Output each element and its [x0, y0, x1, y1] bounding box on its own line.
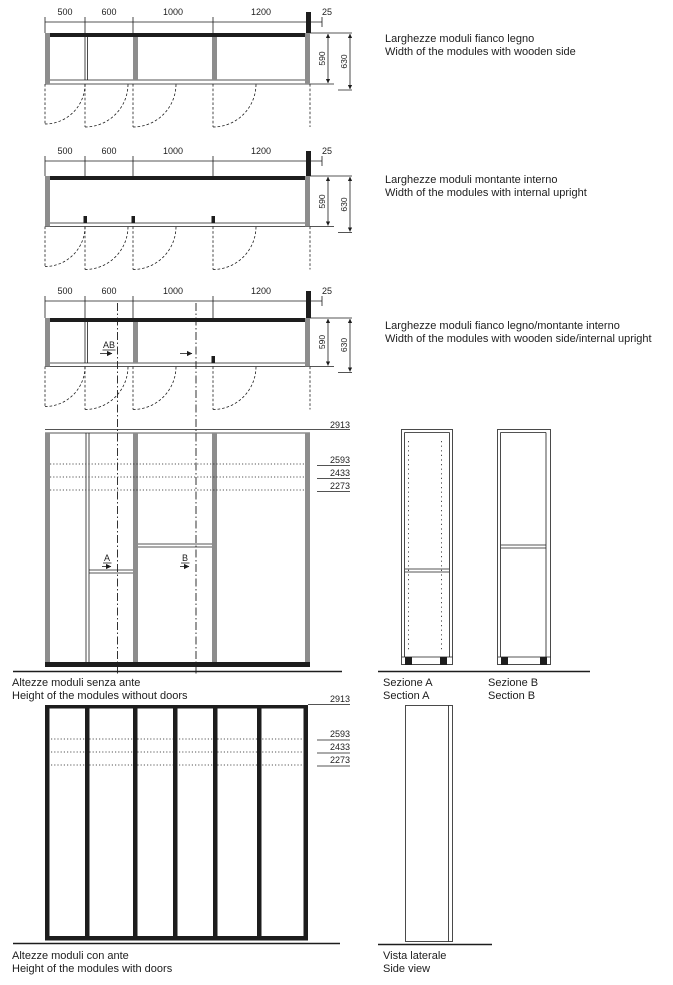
- dim-1200: 1200: [250, 286, 272, 296]
- door-stile-6: [257, 705, 262, 940]
- dim-1000: 1000: [162, 7, 184, 17]
- front-edge: [45, 80, 310, 84]
- elevation1-title-it: Altezze moduli senza ante: [12, 677, 141, 689]
- door-stile-2: [85, 705, 90, 940]
- dim-25: 25: [321, 286, 333, 296]
- height-2593: 2593: [330, 455, 351, 465]
- height-2913: 2913: [330, 420, 351, 430]
- marker-a: A: [104, 553, 111, 563]
- doors-bottom-rail: [45, 936, 308, 941]
- foot-right: [440, 657, 447, 665]
- left-side-panel: [45, 33, 50, 84]
- door-swing-arcs: [45, 227, 256, 270]
- base-plinth: [45, 662, 310, 667]
- plan2-title-it: Larghezze moduli montante interno: [385, 174, 558, 186]
- cabinet-plan: [45, 318, 310, 367]
- side-view: [378, 706, 492, 976]
- extension-lines: [45, 27, 213, 33]
- wooden-divider-1: [133, 322, 138, 363]
- dim-1200: 1200: [250, 7, 272, 17]
- inner-edges: [402, 433, 453, 658]
- dim-500: 500: [57, 146, 73, 156]
- internal-upright: [212, 356, 216, 363]
- right-side-panel: [305, 318, 310, 367]
- cabinet-outline: [498, 430, 551, 665]
- elevation-with-doors: [12, 694, 350, 975]
- plan-wooden-side: [45, 7, 576, 127]
- shelf-section-markers: [102, 553, 190, 567]
- dim-590: 590: [317, 194, 327, 209]
- width-dimension-row: [45, 286, 332, 318]
- section-marker-ab: AB: [103, 340, 116, 350]
- section-a-title-en: Section A: [383, 690, 430, 702]
- height-2273: 2273: [330, 481, 351, 491]
- height-2593: 2593: [330, 729, 351, 739]
- back-panel: [45, 318, 310, 322]
- shelf: [405, 569, 449, 572]
- height-2273: 2273: [330, 755, 351, 765]
- left-side-panel: [45, 318, 50, 367]
- side-panel-thickness-bar: [306, 151, 311, 176]
- dim-500: 500: [57, 286, 73, 296]
- door-stile-1: [45, 705, 50, 940]
- wooden-divider-1: [133, 37, 138, 80]
- wooden-divider-2: [212, 37, 217, 80]
- foot-left: [405, 657, 412, 665]
- upright-2: [212, 433, 217, 662]
- top-line: [45, 430, 350, 434]
- elevation2-title-it: Altezze moduli con ante: [12, 950, 129, 962]
- door-swing-arcs: [45, 367, 256, 410]
- right-side-panel: [305, 176, 310, 227]
- door-stile-7: [304, 705, 309, 940]
- section-b-view: [488, 430, 551, 703]
- shelf: [501, 545, 546, 548]
- foot-right: [540, 657, 547, 665]
- dim-600: 600: [101, 146, 117, 156]
- height-reference-dotted-lines: [50, 464, 305, 490]
- plan3-title-en: Width of the modules with wooden side/internal upright: [385, 333, 652, 345]
- extension-lines: [45, 166, 213, 176]
- dim-25: 25: [321, 7, 333, 17]
- elevation-without-doors: [12, 420, 350, 702]
- cabinet-plan: [45, 33, 310, 84]
- wooden-divider-thin: [85, 37, 88, 80]
- door-swings: [45, 367, 310, 410]
- plan3-title-it: Larghezze moduli fianco legno/montante interno: [385, 320, 620, 332]
- elevation1-title-en: Height of the modules without doors: [12, 690, 188, 702]
- width-dimension-row: [45, 7, 332, 33]
- side-panel-thickness-bar: [306, 12, 311, 33]
- back-panel: [45, 33, 310, 37]
- dim-600: 600: [101, 286, 117, 296]
- depth-dimensions: [310, 33, 352, 90]
- dim-1200: 1200: [250, 146, 272, 156]
- front-edge: [45, 223, 310, 227]
- upright-1: [133, 433, 138, 662]
- internal-upright-3: [212, 216, 216, 223]
- door-swings: [45, 227, 310, 270]
- width-dimension-row: [45, 146, 332, 176]
- height-2913: 2913: [330, 694, 351, 704]
- section-cut-marks: [100, 303, 196, 676]
- side-view-title-it: Vista laterale: [383, 950, 447, 962]
- cabinet-plan: [45, 176, 310, 227]
- back-panel: [45, 176, 310, 180]
- section-a-view: [383, 430, 453, 703]
- section-a-title-it: Sezione A: [383, 677, 433, 689]
- shelf-pin-holes: [409, 441, 442, 651]
- dim-590: 590: [317, 51, 327, 66]
- right-side: [305, 433, 310, 662]
- door-swings: [45, 84, 310, 127]
- door-swing-arcs: [45, 84, 256, 127]
- front-edge: [45, 363, 310, 367]
- section-b-title-it: Sezione B: [488, 677, 539, 689]
- internal-upright-2: [132, 216, 136, 223]
- extension-lines: [45, 306, 213, 318]
- side-panel-thickness-bar: [306, 291, 311, 318]
- right-side-panel: [305, 33, 310, 84]
- marker-b: B: [182, 553, 189, 563]
- internal-upright-1: [84, 216, 88, 223]
- depth-dimensions: [310, 318, 352, 373]
- side-view-title-en: Side view: [383, 963, 431, 975]
- left-side: [45, 433, 50, 662]
- dim-1000: 1000: [162, 146, 184, 156]
- door-stile-4: [173, 705, 178, 940]
- plan1-title-en: Width of the modules with wooden side: [385, 46, 576, 58]
- section-b-title-en: Section B: [488, 690, 536, 702]
- thin-divider: [86, 433, 89, 662]
- elevation2-title-en: Height of the modules with doors: [12, 963, 173, 975]
- plan-internal-upright: [45, 146, 587, 270]
- dim-1000: 1000: [162, 286, 184, 296]
- cabinet-outline: [406, 706, 453, 942]
- dim-25: 25: [321, 146, 333, 156]
- wooden-divider-thin: [85, 322, 88, 363]
- depth-dimensions: [310, 176, 352, 233]
- dim-630: 630: [339, 197, 349, 212]
- height-2433: 2433: [330, 468, 351, 478]
- dim-600: 600: [101, 7, 117, 17]
- left-side-panel: [45, 176, 50, 227]
- cabinet-outline: [402, 430, 453, 665]
- dim-630: 630: [339, 54, 349, 69]
- door-stile-5: [213, 705, 218, 940]
- door-stile-3: [133, 705, 138, 940]
- dim-590: 590: [317, 334, 327, 350]
- dim-500: 500: [57, 7, 73, 17]
- plan2-title-en: Width of the modules with internal upright: [385, 187, 587, 199]
- dim-630: 630: [339, 337, 349, 353]
- plan1-title-it: Larghezze moduli fianco legno: [385, 33, 535, 45]
- foot-left: [501, 657, 508, 665]
- height-2433: 2433: [330, 742, 351, 752]
